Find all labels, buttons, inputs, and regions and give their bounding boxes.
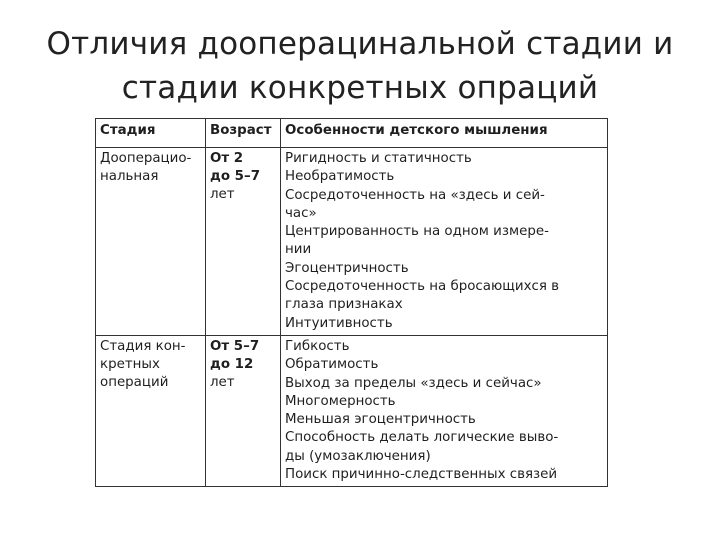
feature-line: Многомерность <box>285 393 396 409</box>
feature-line: Центрированность на одном измере- <box>285 224 549 240</box>
stages-table <box>95 118 608 487</box>
feature-line: Ригидность и статичность <box>285 151 472 166</box>
feature-line: Необратимость <box>285 169 395 185</box>
feature-line: Сосредоточенность на «здесь и сей- <box>285 187 545 203</box>
feature-line: Эгоцентричность <box>285 260 409 276</box>
header-stage: Стадия <box>96 119 206 148</box>
stage-line: кретных <box>100 356 160 372</box>
feature-line: Гибкость <box>285 338 350 354</box>
table-header-row <box>96 119 608 148</box>
feature-line: нии <box>285 242 312 258</box>
age-line: От 5–7 <box>210 338 260 354</box>
age-cell-concrete-operational <box>206 335 281 486</box>
stage-line: операций <box>100 374 169 390</box>
features-cell-preoperational <box>281 148 608 336</box>
age-line: лет <box>210 374 235 390</box>
title-line-1: Отличия дооперацинальной стадии и <box>46 26 674 62</box>
feature-line: глаза признаках <box>285 297 403 313</box>
features-cell-concrete-operational <box>281 335 608 486</box>
feature-line: Интуитивность <box>285 315 393 331</box>
feature-line: Способность делать логические выво- <box>285 430 559 446</box>
stage-line: нальная <box>100 169 159 184</box>
stage-line: Стадия кон- <box>100 338 186 354</box>
feature-line: Меньшая эгоцентричность <box>285 412 476 428</box>
age-line: до 12 <box>210 356 254 372</box>
slide-title <box>40 22 680 110</box>
feature-line: час» <box>285 205 317 221</box>
stage-cell-preoperational <box>96 148 206 336</box>
title-line-2: стадии конкретных опраций <box>121 70 599 106</box>
table-row <box>96 148 608 336</box>
feature-line: ды (умозаключения) <box>285 448 431 464</box>
feature-line: Обратимость <box>285 357 379 373</box>
feature-line: Выход за пределы «здесь и сейчас» <box>285 375 542 391</box>
header-features: Особенности детского мышления <box>281 119 608 148</box>
age-line: лет <box>210 187 235 202</box>
feature-line: Поиск причинно-следственных связей <box>285 467 558 483</box>
feature-line: Сосредоточенность на бросающихся в <box>285 279 560 295</box>
age-line: От 2 <box>210 151 244 166</box>
header-age: Возраст <box>206 119 281 148</box>
age-cell-preoperational <box>206 148 281 336</box>
stage-line: Дооперацио- <box>100 151 192 166</box>
stage-cell-concrete-operational <box>96 335 206 486</box>
age-line: до 5–7 <box>210 169 261 184</box>
table-row <box>96 335 608 486</box>
